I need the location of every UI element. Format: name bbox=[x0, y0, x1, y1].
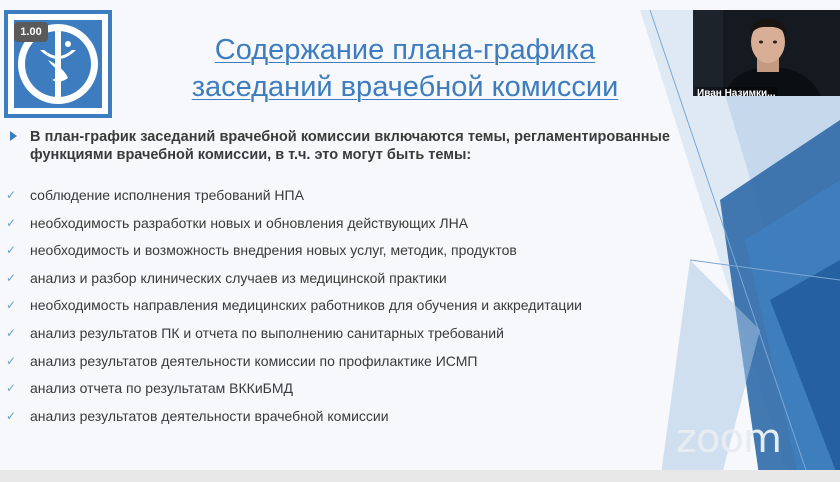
intro-paragraph bbox=[10, 128, 670, 164]
bullet-arrow-icon bbox=[10, 131, 17, 141]
slide-title bbox=[150, 32, 660, 106]
playback-speed-button[interactable]: 1.00 bbox=[14, 22, 48, 42]
list-item: ✓ анализ результатов ПК и отчета по выполнению санитарных требований bbox=[6, 324, 504, 341]
list-item: ✓ необходимость направления медицинских работников для обучения и аккредитации bbox=[6, 297, 582, 314]
checkmark-icon: ✓ bbox=[6, 270, 17, 285]
topics-list bbox=[6, 187, 666, 435]
bottom-edge bbox=[0, 470, 840, 482]
participant-avatar bbox=[693, 10, 840, 96]
slide-title-line1: Содержание плана-графика bbox=[214, 34, 596, 66]
list-item: ✓ анализ результатов деятельности врачебной комиссии bbox=[6, 407, 389, 424]
list-item: ✓ необходимость и возможность внедрения новых услуг, методик, продуктов bbox=[6, 242, 517, 259]
checkmark-icon: ✓ bbox=[6, 298, 17, 313]
checkmark-icon: ✓ bbox=[6, 381, 17, 396]
participant-video-tile[interactable] bbox=[693, 10, 840, 96]
checkmark-icon: ✓ bbox=[6, 215, 17, 230]
zoom-watermark: zoom bbox=[676, 416, 781, 462]
participant-name-label: Иван Назимки... bbox=[695, 88, 778, 96]
checkmark-icon: ✓ bbox=[6, 353, 17, 368]
list-item: ✓ соблюдение исполнения требований НПА bbox=[6, 187, 304, 203]
checkmark-icon: ✓ bbox=[6, 243, 17, 258]
intro-text: В план-график заседаний врачебной комиссии включаются темы, регламентированные функциями врачебной комиссии, в т.ч. это могут быть темы: bbox=[30, 129, 670, 163]
checkmark-icon: ✓ bbox=[6, 408, 17, 423]
list-item: ✓ анализ и разбор клинических случаев из медицинской практики bbox=[6, 269, 447, 286]
checkmark-icon: ✓ bbox=[6, 188, 17, 202]
list-item: ✓ необходимость разработки новых и обновления действующих ЛНА bbox=[6, 214, 469, 231]
checkmark-icon: ✓ bbox=[6, 325, 17, 340]
slide-title-line2: заседаний врачебной комиссии bbox=[191, 71, 619, 103]
list-item: ✓ анализ отчета по результатам ВККиБМД bbox=[6, 380, 293, 397]
list-item: ✓ анализ результатов деятельности комиссии по профилактике ИСМП bbox=[6, 352, 478, 369]
